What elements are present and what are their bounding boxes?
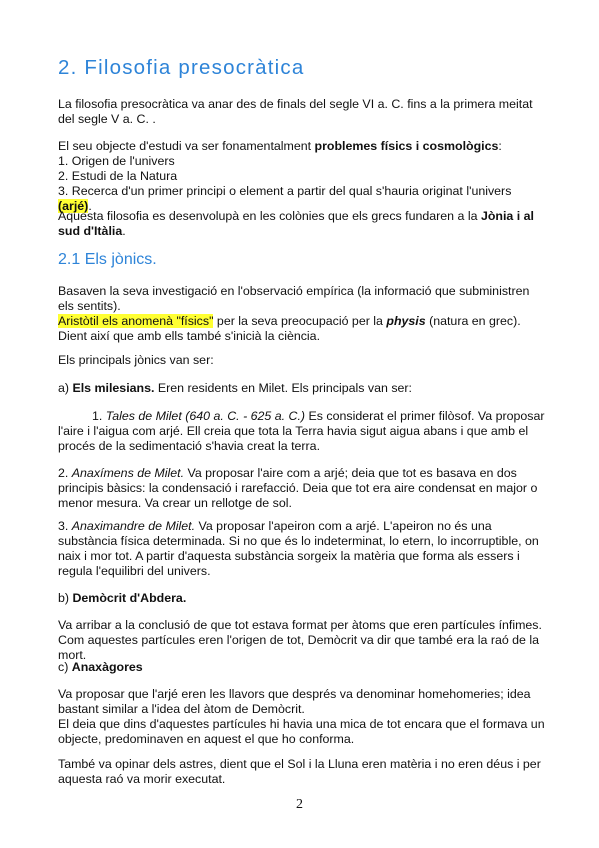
anaxagores-bold: Anaxàgores: [71, 660, 143, 674]
democrit-bold: Demòcrit d'Abdera.: [72, 591, 187, 605]
aristotle-paragraph: [58, 314, 548, 344]
milesians-bold: Els milesians.: [72, 381, 155, 395]
page-number: 2: [296, 797, 303, 812]
tales-num: 1.: [92, 409, 106, 423]
list-item-3-end: .: [88, 199, 92, 213]
anaximandre-name: Anaximandre de Milet.: [71, 519, 196, 533]
anaximandre-paragraph: [58, 519, 548, 579]
intro-paragraph: La filosofia presocràtica va anar des de finals del segle VI a. C. fins a la primera meitat del segle V a. C. .: [58, 97, 533, 126]
anaxagores-label: c): [58, 660, 72, 674]
page-title: 2. Filosofia presocràtica: [58, 56, 305, 79]
milesians-text: Eren residents en Milet. Els principals van ser:: [154, 381, 412, 395]
empirical-paragraph: Basaven la seva investigació en l'observació empírica (la informació que subministren els sentits).: [58, 284, 530, 313]
tales-text: Es considerat el primer filòsof. Va proposar l'aire i l'aigua com arjé. Ell creia que tota la Terra havia sigut aigua abans i que amb el procés de la sedimentació s'havia creat la terra.: [58, 409, 545, 453]
anaximenes-paragraph: [58, 466, 548, 511]
aristotle-text-1: per la seva preocupació per la: [213, 314, 387, 328]
democrit-paragraph: Va arribar a la conclusió de que tot estava format per àtoms que eren partícules ínfimes. Com aquestes partícules eren l'origen de tot, Demòcrit va dir que també era la raó de la mort.: [58, 618, 542, 662]
list-item-2: 2. Estudi de la Natura: [58, 169, 178, 183]
anaxagores-paragraph-1: Va proposar que l'arjé eren les llavors que després va denominar homehomeries; idea bastant similar a l'idea del àtom de Demòcrit.: [58, 687, 531, 716]
object-paragraph: [58, 139, 548, 154]
anaximenes-text: Va proposar l'aire com a arjé; deia que tot es basava en dos principis bàsics: la condensació i rarefacció. Deia que tot era aire condensat en major o menor mesura. Va crear un rellotge de sol.: [58, 466, 538, 510]
list-item-3-text: 3. Recerca d'un primer principi o element a partir del qual s'hauria originat l'univers: [58, 184, 512, 198]
colonies-bold: Jònia i al sud d'Itàlia: [58, 209, 534, 238]
anaxagores-heading: [58, 660, 548, 675]
arje-term: (arjé): [58, 199, 89, 213]
colonies-end: .: [122, 224, 126, 238]
object-bold: problemes físics i cosmològics: [314, 139, 499, 153]
principals-paragraph: Els principals jònics van ser:: [58, 353, 214, 367]
section-heading: 2.1 Els jònics.: [58, 251, 157, 268]
anaxagores-paragraph-3: També va opinar dels astres, dient que el Sol i la Lluna eren matèria i no eren déus i per aquesta raó va morir executat.: [58, 757, 541, 786]
physis-term: physis: [386, 314, 426, 328]
empirical-block: [58, 284, 548, 344]
tales-name: Tales de Milet (640 a. C. - 625 a. C.): [105, 409, 306, 423]
object-prefix: El seu objecte d'estudi va ser fonamentalment: [58, 139, 315, 153]
democrit-label: b): [58, 591, 73, 605]
object-block: [58, 139, 548, 214]
anaximandre-num: 3.: [58, 519, 72, 533]
democrit-heading: [58, 591, 548, 606]
list-item-1: 1. Origen de l'univers: [58, 154, 175, 168]
milesians-heading: [58, 381, 548, 396]
anaximandre-text: Va proposar l'apeiron com a arjé. L'apeiron no és una substància física determinada. Si no que és lo indeterminat, lo etern, lo incorruptible, on naix i mor tot. A partir d'aquesta substància sorgeix la matèria que forma als essers i regula l'equilibri del univers.: [58, 519, 539, 578]
milesians-label: a): [58, 381, 73, 395]
anaxagores-block: [58, 687, 548, 747]
anaximenes-num: 2.: [58, 466, 72, 480]
anaximenes-name: Anaxímens de Milet.: [71, 466, 185, 480]
object-suffix: :: [498, 139, 502, 153]
anaxagores-paragraph-2: El deia que dins d'aquestes partícules hi havia una mica de tot encara que el formava un objecte, predominaven en aquest el que ho conforma.: [58, 717, 545, 746]
aristotle-text-2: (natura en grec). Dient així que amb ells també s'inicià la ciència.: [58, 314, 521, 343]
tales-paragraph: [58, 409, 548, 454]
colonies-paragraph: [58, 209, 548, 239]
colonies-text: Aquesta filosofia es desenvolupà en les colònies que els grecs fundaren a la: [58, 209, 481, 223]
aristotle-highlight: Aristòtil els anomenà "físics": [58, 314, 214, 328]
